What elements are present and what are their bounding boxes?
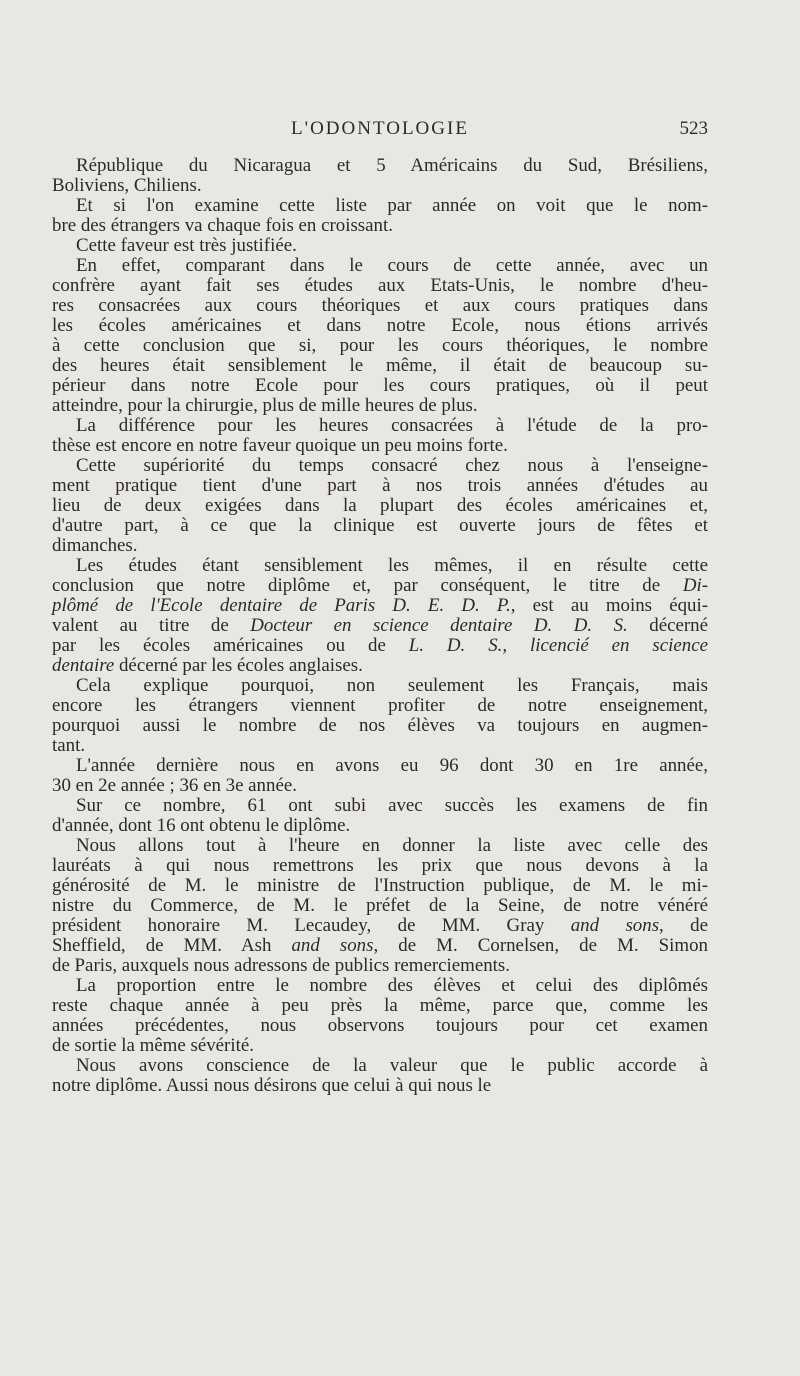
text-line bbox=[52, 956, 708, 976]
text-line bbox=[52, 976, 708, 996]
text-line bbox=[52, 816, 708, 836]
text-line bbox=[52, 896, 708, 916]
line-text: conclusion que notre diplôme et, par conséquent, le titre de bbox=[52, 575, 683, 596]
text-line bbox=[52, 596, 708, 616]
line-text: Cette faveur est très justifiée. bbox=[76, 235, 297, 256]
paragraph bbox=[52, 456, 708, 556]
line-text: d'année, dont 16 ont obtenu le diplôme. bbox=[52, 815, 351, 836]
text-line bbox=[52, 1076, 708, 1096]
text-line bbox=[52, 916, 708, 936]
text-line bbox=[52, 696, 708, 716]
text-line bbox=[52, 176, 708, 196]
line-text: thèse est encore en notre faveur quoique un peu moins forte. bbox=[52, 435, 508, 456]
line-text: ment pratique tient d'une part à nos trois années d'études au bbox=[52, 475, 708, 496]
line-text: La proportion entre le nombre des élèves et celui des diplômés bbox=[76, 975, 708, 996]
line-text: , de bbox=[659, 915, 708, 936]
line-text: , est au moins équi- bbox=[510, 595, 709, 616]
text-line bbox=[52, 996, 708, 1016]
text-line bbox=[52, 876, 708, 896]
line-text: décerné bbox=[627, 615, 708, 636]
text-line bbox=[52, 236, 708, 256]
text-line bbox=[52, 856, 708, 876]
text-line bbox=[52, 456, 708, 476]
text-line bbox=[52, 516, 708, 536]
paragraph bbox=[52, 556, 708, 676]
line-text: les écoles américaines et dans notre Ecole, nous étions arrivés bbox=[52, 315, 708, 336]
text-line bbox=[52, 296, 708, 316]
line-text: Cela explique pourquoi, non seulement les Français, mais bbox=[76, 675, 708, 696]
line-text: années précédentes, nous observons toujours pour cet examen bbox=[52, 1015, 708, 1036]
line-text: encore les étrangers viennent profiter de notre enseignement, bbox=[52, 695, 708, 716]
line-text: à cette conclusion que si, pour les cours théoriques, le nombre bbox=[52, 335, 708, 356]
text-line bbox=[52, 156, 708, 176]
line-text: Les études étant sensiblement les mêmes, il en résulte cette bbox=[76, 555, 708, 576]
line-text: bre des étrangers va chaque fois en croissant. bbox=[52, 215, 393, 236]
text-line bbox=[52, 836, 708, 856]
text-line bbox=[52, 716, 708, 736]
line-text: res consacrées aux cours théoriques et aux cours pratiques dans bbox=[52, 295, 708, 316]
text-line bbox=[52, 256, 708, 276]
line-text: tant. bbox=[52, 735, 86, 756]
italic-text: plômé de l'Ecole dentaire de Paris D. E. D. P. bbox=[52, 595, 511, 616]
running-title: L'ODONTOLOGIE bbox=[291, 118, 469, 139]
text-line bbox=[52, 396, 708, 416]
line-text: par les écoles américaines ou de bbox=[52, 635, 409, 656]
line-text: , de M. Cornelsen, de M. Simon bbox=[373, 935, 709, 956]
text-line bbox=[52, 376, 708, 396]
paragraph bbox=[52, 976, 708, 1056]
text-line bbox=[52, 216, 708, 236]
line-text: des heures était sensiblement le même, il était de beaucoup su- bbox=[52, 355, 708, 376]
line-text: reste chaque année à peu près la même, parce que, comme les bbox=[52, 995, 708, 1016]
text-line bbox=[52, 1056, 708, 1076]
paragraph bbox=[52, 836, 708, 976]
text-line bbox=[52, 536, 708, 556]
line-text: atteindre, pour la chirurgie, plus de mille heures de plus. bbox=[52, 395, 478, 416]
page-header bbox=[52, 118, 708, 150]
text-line bbox=[52, 636, 708, 656]
line-text: de sortie la même sévérité. bbox=[52, 1035, 254, 1056]
line-text: Sheffield, de MM. Ash bbox=[52, 935, 292, 956]
line-text: confrère ayant fait ses études aux Etats-Unis, le nombre d'heu- bbox=[52, 275, 708, 296]
line-text: valent au titre de bbox=[52, 615, 251, 636]
line-text: En effet, comparant dans le cours de cette année, avec un bbox=[76, 255, 708, 276]
text-line bbox=[52, 316, 708, 336]
text-line bbox=[52, 936, 708, 956]
text-line bbox=[52, 436, 708, 456]
text-line bbox=[52, 616, 708, 636]
body-text bbox=[52, 156, 708, 1096]
paragraph bbox=[52, 756, 708, 796]
italic-text: Docteur en science dentaire D. D. S. bbox=[250, 615, 628, 636]
text-line bbox=[52, 1036, 708, 1056]
text-line bbox=[52, 276, 708, 296]
text-line bbox=[52, 776, 708, 796]
line-text: dimanches. bbox=[52, 535, 138, 556]
text-line bbox=[52, 476, 708, 496]
line-text: de Paris, auxquels nous adressons de publics remerciements. bbox=[52, 955, 510, 976]
line-text: pourquoi aussi le nombre de nos élèves va toujours en augmen- bbox=[52, 715, 708, 736]
text-line bbox=[52, 496, 708, 516]
line-text: 30 en 2e année ; 36 en 3e année. bbox=[52, 775, 297, 796]
text-line bbox=[52, 756, 708, 776]
line-text: nistre du Commerce, de M. le préfet de la Seine, de notre vénéré bbox=[52, 895, 708, 916]
text-line bbox=[52, 736, 708, 756]
paragraph bbox=[52, 156, 708, 196]
line-text: Nous allons tout à l'heure en donner la liste avec celle des bbox=[76, 835, 708, 856]
paragraph bbox=[52, 796, 708, 836]
text-line bbox=[52, 356, 708, 376]
text-line bbox=[52, 656, 708, 676]
paragraph bbox=[52, 196, 708, 236]
text-line bbox=[52, 556, 708, 576]
line-text: Nous avons conscience de la valeur que le public accorde à bbox=[76, 1055, 708, 1076]
page-number: 523 bbox=[679, 118, 708, 139]
line-text: périeur dans notre Ecole pour les cours pratiques, où il peut bbox=[52, 375, 708, 396]
text-line bbox=[52, 796, 708, 816]
line-text: Cette supériorité du temps consacré chez nous à l'enseigne- bbox=[76, 455, 708, 476]
line-text: République du Nicaragua et 5 Américains du Sud, Brésiliens, bbox=[76, 155, 708, 176]
line-text: Et si l'on examine cette liste par année on voit que le nom- bbox=[76, 195, 708, 216]
line-text: L'année dernière nous en avons eu 96 dont 30 en 1re année, bbox=[76, 755, 708, 776]
italic-text: and sons bbox=[291, 935, 374, 956]
line-text: Sur ce nombre, 61 ont subi avec succès les examens de fin bbox=[76, 795, 708, 816]
text-line bbox=[52, 336, 708, 356]
italic-text: and sons bbox=[570, 915, 660, 936]
line-text: président honoraire M. Lecaudey, de MM. Gray bbox=[52, 915, 571, 936]
paragraph bbox=[52, 236, 708, 256]
line-text: lauréats à qui nous remettrons les prix que nous devons à la bbox=[52, 855, 708, 876]
line-text: La différence pour les heures consacrées à l'étude de la pro- bbox=[76, 415, 708, 436]
paragraph bbox=[52, 256, 708, 416]
line-text: d'autre part, à ce que la clinique est ouverte jours de fêtes et bbox=[52, 515, 708, 536]
paragraph bbox=[52, 416, 708, 456]
paragraph bbox=[52, 1056, 708, 1096]
italic-text: Di- bbox=[682, 575, 708, 596]
paragraph bbox=[52, 676, 708, 756]
text-line bbox=[52, 416, 708, 436]
line-text: Boliviens, Chiliens. bbox=[52, 175, 202, 196]
text-line bbox=[52, 676, 708, 696]
text-line bbox=[52, 196, 708, 216]
line-text: lieu de deux exigées dans la plupart des écoles américaines et, bbox=[52, 495, 708, 516]
text-line bbox=[52, 1016, 708, 1036]
line-text: décerné par les écoles anglaises. bbox=[114, 655, 363, 676]
line-text: générosité de M. le ministre de l'Instruction publique, de M. le mi- bbox=[52, 875, 708, 896]
italic-text: dentaire bbox=[52, 655, 115, 676]
line-text: notre diplôme. Aussi nous désirons que celui à qui nous le bbox=[52, 1075, 492, 1096]
text-line bbox=[52, 576, 708, 596]
italic-text: L. D. S., licencié en science bbox=[408, 635, 708, 656]
